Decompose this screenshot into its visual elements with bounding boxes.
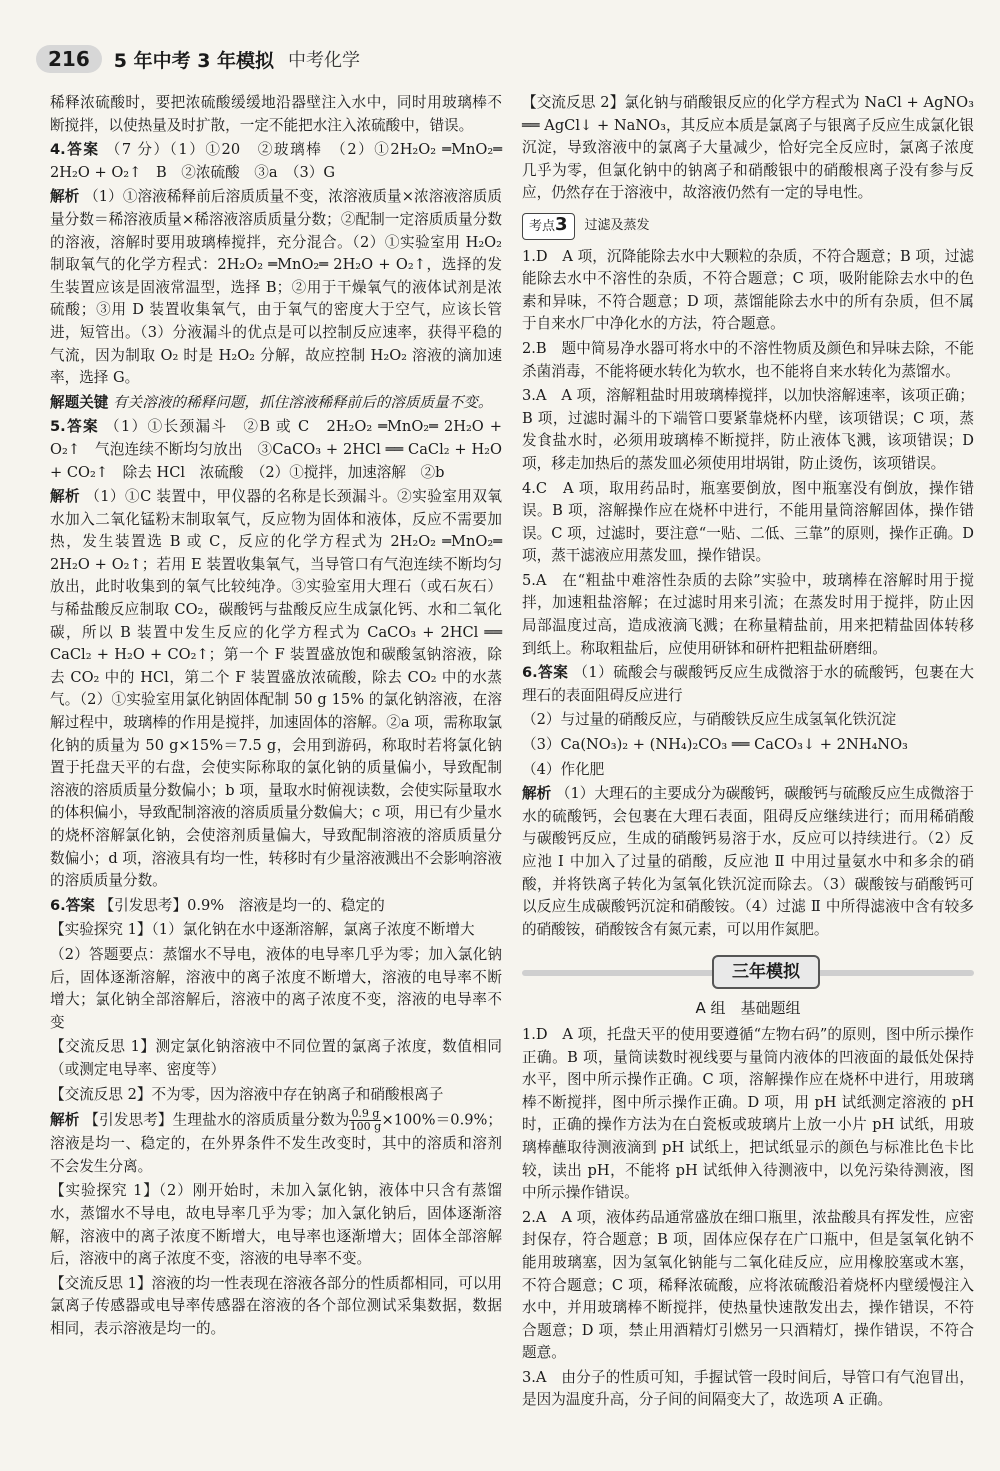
topic-heading	[522, 213, 974, 240]
key-4: 解题关键 有关溶液的稀释问题，抓住溶液稀释前后的溶质质量不变。	[50, 393, 493, 411]
topic-tag: 考点3	[522, 213, 575, 240]
solution-item: 3.A 由分子的性质可知，手握试管一段时间后，导管口有气泡冒出，是因为温度升高，分子间的间隔变大了，故选项 A 正确。	[522, 1368, 974, 1409]
fraction: $\frac{0.9 g}{100 g}$	[349, 1107, 382, 1134]
answer-r6-line: （3）Ca(NO₃)₂ + (NH₄)₂CO₃ ══ CaCO₃↓ + 2NH₄NO₃	[522, 736, 908, 754]
analysis-4: 解析 （1）①溶液稀释前后溶质质量不变，浓溶液质量×浓溶液溶质质量分数＝稀溶液质量×稀溶液溶质质量分数；②配制一定溶质质量分数的溶液，溶解时要用玻璃棒搅拌，充分混合。（2）①实验室用 H₂O₂ 制取氧气的化学方程式：2H₂O₂ ═MnO₂═ 2H₂O + O₂↑，选择的发生装置应该是固液常温型，选择 B；②用于干燥氧气的液体试剂是浓硫酸；③用 D 装置收集氧气，由于氧气的密度大于空气，应该长管进，短管出。（3）分液漏斗的优点是可以控制反应速率，获得平稳的气流，因为制取 O₂ 时是 H₂O₂ 分解，故应控制 H₂O₂ 溶液的滴加速率，选择 G。	[50, 188, 502, 387]
answer-4: 4.答案 （7 分）（1）①20 ②玻璃棒 （2）①2H₂O₂ ═MnO₂═ 2H₂O + O₂↑ B ②浓硫酸 ③a （3）G	[50, 141, 503, 181]
solution-item: 4.C A 项，取用药品时，瓶塞要倒放，图中瓶塞没有倒放，操作错误。B 项，溶解操作应在烧杯中进行，不能用量筒溶解固体，操作错误。C 项，过滤时，要注意“一贴、二低、三靠”的原则，操作正确。D 项，蒸干滤液应用蒸发皿，操作错误。	[522, 479, 974, 565]
answer-6-line: 【实验探究 1】（1）氯化钠在水中逐渐溶解，氯离子浓度不断增大	[50, 921, 475, 939]
topic-title: 过滤及蒸发	[584, 217, 650, 233]
solution-item: 2.B 题中简易净水器可将水中的不溶性物质及颜色和异味去除，不能杀菌消毒，不能将硬水转化为软水，也不能将自来水转化为蒸馏水。	[522, 339, 974, 380]
solution-item: 1.D A 项，托盘天平的使用要遵循“左物右码”的原则，图中所示操作正确。B 项，量筒读数时视线要与量筒内液体的凹液面的最低处保持水平，图中所示操作正确。C 项，溶解操作应在烧杯中进行，用玻璃棒不断搅拌，图中所示操作正确。D 项，用 pH 试纸测定溶液的 pH 时，正确的操作方法为在白瓷板或玻璃片上放一小片 pH 试纸，用玻璃棒蘸取待测液滴到 pH 试纸上，把试纸显示的颜色与标准比色卡比较，读出 pH，不能将 pH 试纸伸入待测液中，以免污染待测液，图中所示操作错误。	[522, 1025, 974, 1202]
answer-r6-line: （2）与过量的硝酸反应，与硝酸铁反应生成氢氧化铁沉淀	[522, 711, 897, 729]
analysis-r6: 解析 （1）大理石的主要成分为碳酸钙，碳酸钙与硫酸反应生成微溶于水的硫酸钙，会包裹在大理石表面，阻碍反应继续进行；而用稀硝酸与碳酸钙反应，生成的硝酸钙易溶于水，反应可以持续进行。（2）反应池 Ⅰ 中加入了过量的硝酸，反应池 Ⅱ 中用过量氨水中和多余的硝酸，并将铁离子转化为氢氧化铁沉淀而除去。（3）碳酸铵与硝酸钙可以反应生成碳酸钙沉淀和硝酸铵。（4）过滤 Ⅱ 中所得滤液中含有较多的硝酸铵，硝酸铵含有氮元素，可以用作氮肥。	[522, 785, 974, 938]
right-column	[522, 92, 974, 1414]
page-number: 216	[36, 45, 102, 73]
solution-item: 1.D A 项，沉降能除去水中大颗粒的杂质，不符合题意；B 项，过滤能除去水中不溶性的杂质，不符合题意；C 项，吸附能除去水中的色素和异味，不符合题意；D 项，蒸馏能除去水中的所有杂质，但不属于自来水厂中净化水的方法，符合题意。	[522, 247, 974, 333]
answer-r6: 6.答案 （1）硫酸会与碳酸钙反应生成微溶于水的硫酸钙，包裹在大理石的表面阻碍反应进行	[522, 664, 975, 704]
paragraph: 稀释浓硫酸时，要把浓硫酸缓缓地沿器壁注入水中，同时用玻璃棒不断搅拌，以使热量及时扩散，一定不能把水注入浓硫酸中，错误。	[50, 94, 502, 134]
banner-title: 三年模拟	[712, 955, 820, 989]
answer-6-line: 【交流反思 1】测定氯化钠溶液中不同位置的氯离子浓度，数值相同（或测定电导率、密度等）	[50, 1038, 502, 1078]
left-column	[50, 92, 502, 1342]
page-header	[36, 42, 360, 76]
solution-item: 3.A A 项，溶解粗盐时用玻璃棒搅拌，以加快溶解速率，该项正确；B 项，过滤时漏斗的下端管口要紧靠烧杯内壁，该项错误；C 项，蒸发食盐水时，必须用玻璃棒不断搅拌，防止液体飞溅，该项错误；D 项，移走加热后的蒸发皿必须使用坩埚钳，防止烫伤，该项错误。	[522, 387, 974, 472]
answer-5: 5.答案 （1）①长颈漏斗 ②B 或 C 2H₂O₂ ═MnO₂═ 2H₂O + O₂↑ 气泡连续不断均匀放出 ③CaCO₃ + 2HCl ══ CaCl₂ + H₂O + CO₂↑ 除去 HCl 浓硫酸 （2）①搅拌，加速溶解 ②b	[50, 418, 503, 481]
answer-6: 6.答案 【引发思考】0.9% 溶液是均一的、稳定的	[50, 896, 385, 914]
analysis-6-line: 【交流反思 1】溶液的均一性表现在溶液各部分的性质都相同，可以用氯离子传感器或电导率传感器在溶液的各个部位测试采集数据，数据相同，表示溶液是均一的。	[50, 1274, 502, 1337]
book-subject: 中考化学	[288, 50, 361, 71]
answer-6-line: 【交流反思 2】不为零，因为溶液中存在钠离子和硝酸根离子	[50, 1085, 444, 1103]
book-brand: 5 年中考 3 年模拟	[113, 49, 275, 72]
group-title: A 组 基础题组	[695, 999, 801, 1018]
paragraph: 【交流反思 2】氯化钠与硝酸银反应的化学方程式为 NaCl + AgNO₃ ══ AgCl↓ + NaNO₃，其反应本质是氯离子与银离子反应生成氯化银沉淀，导致溶液中的氯离子大量减少，恰好完全反应时，氯离子浓度几乎为零，但氯化钠中的钠离子和硝酸银中的硝酸根离子没有参与反应，仍然存在于溶液中，故溶液仍然有一定的导电性。	[522, 94, 974, 202]
analysis-6: 解析 【引发思考】生理盐水的溶质质量分数为 $\frac{0.9 g}{100 g}$ ×100%＝0.9%；溶液是均一、稳定的，在外界条件不发生改变时，其中的溶质和溶剂不会发生分离。	[50, 1107, 502, 1175]
solution-item: 5.A 在“粗盐中难溶性杂质的去除”实验中，玻璃棒在溶解时用于搅拌，加速粗盐溶解；在过滤时用来引流；在蒸发时用于搅拌，防止因局部温度过高，造成液滴飞溅；在称量精盐前，用来把精盐固体转移到纸上。称取粗盐后，应使用研钵和研杵把粗盐研磨细。	[522, 571, 974, 657]
analysis-5: 解析 （1）①C 装置中，甲仪器的名称是长颈漏斗。②实验室用双氧水加入二氧化锰粉末制取氧气，反应物为固体和液体，反应不需要加热，发生装置选 B 或 C，反应的化学方程式为 2H₂O₂ ═MnO₂═ 2H₂O + O₂↑；若用 E 装置收集氧气，当导管口有气泡连续不断均匀放出，此时收集到的氧气比较纯净。③实验室用大理石（或石灰石）与稀盐酸反应制取 CO₂，碳酸钙与盐酸反应生成氯化钙、水和二氧化碳，所以 B 装置中发生反应的化学方程式为 CaCO₃ + 2HCl ══ CaCl₂ + H₂O + CO₂↑；第一个 F 装置盛放饱和碳酸氢钠溶液，除去 CO₂ 中的 HCl，第二个 F 装置盛放浓硫酸，除去 CO₂ 中的水蒸气。（2）①实验室用氯化钠固体配制 50 g 15% 的氯化钠溶液，在溶解过程中，玻璃棒的作用是搅拌，加速固体的溶解。②a 项，需称取氯化钠的质量为 50 g×15%＝7.5 g，会用到游码，称取时若将氯化钠置于托盘天平的右盘，会使实际称取的氯化钠的质量偏小，导致配制溶液的溶质质量分数偏小；b 项，量取水时俯视读数，会使实际量取水的体积偏小，导致配制溶液的溶质质量分数偏大；c 项，用已有少量水的烧杯溶解氯化钠，会使溶剂质量偏大，导致配制溶液的溶质质量分数偏小；d 项，溶液具有均一性，转移时有少量溶液溅出不会影响溶液的溶质质量分数。	[50, 488, 502, 890]
answer-r6-line: （4）作化肥	[522, 760, 605, 778]
analysis-6-line: 【实验探究 1】（2）刚开始时，未加入氯化钠，液体中只含有蒸馏水，蒸馏水不导电，故电导率几乎为零；加入氯化钠后，固体逐渐溶解，溶液中的离子浓度不断增大，电导率也逐渐增大；固体全部溶解后，溶液中的离子浓度不变，溶液的电导率不变。	[50, 1182, 502, 1268]
section-banner	[522, 951, 974, 991]
solution-item: 2.A A 项，液体药品通常盛放在细口瓶里，浓盐酸具有挥发性，应密封保存，符合题意；B 项，固体应保存在广口瓶中，但是氢氧化钠不能用玻璃塞，因为氢氧化钠能与二氧化硅反应，应用橡胶塞或木塞，不符合题意；C 项，稀释浓硫酸，应将浓硫酸沿着烧杯内壁缓慢注入水中，并用玻璃棒不断搅拌，使热量快速散发出去，操作错误，不符合题意；D 项，禁止用酒精灯引燃另一只酒精灯，操作错误，不符合题意。	[522, 1208, 974, 1362]
answer-6-line: （2）答题要点：蒸馏水不导电，液体的电导率几乎为零；加入氯化钠后，固体逐渐溶解，溶液中的离子浓度不断增大，溶液的电导率不断增大；氯化钠全部溶解后，溶液中的离子浓度不变，溶液的电导率不变	[50, 945, 502, 1031]
